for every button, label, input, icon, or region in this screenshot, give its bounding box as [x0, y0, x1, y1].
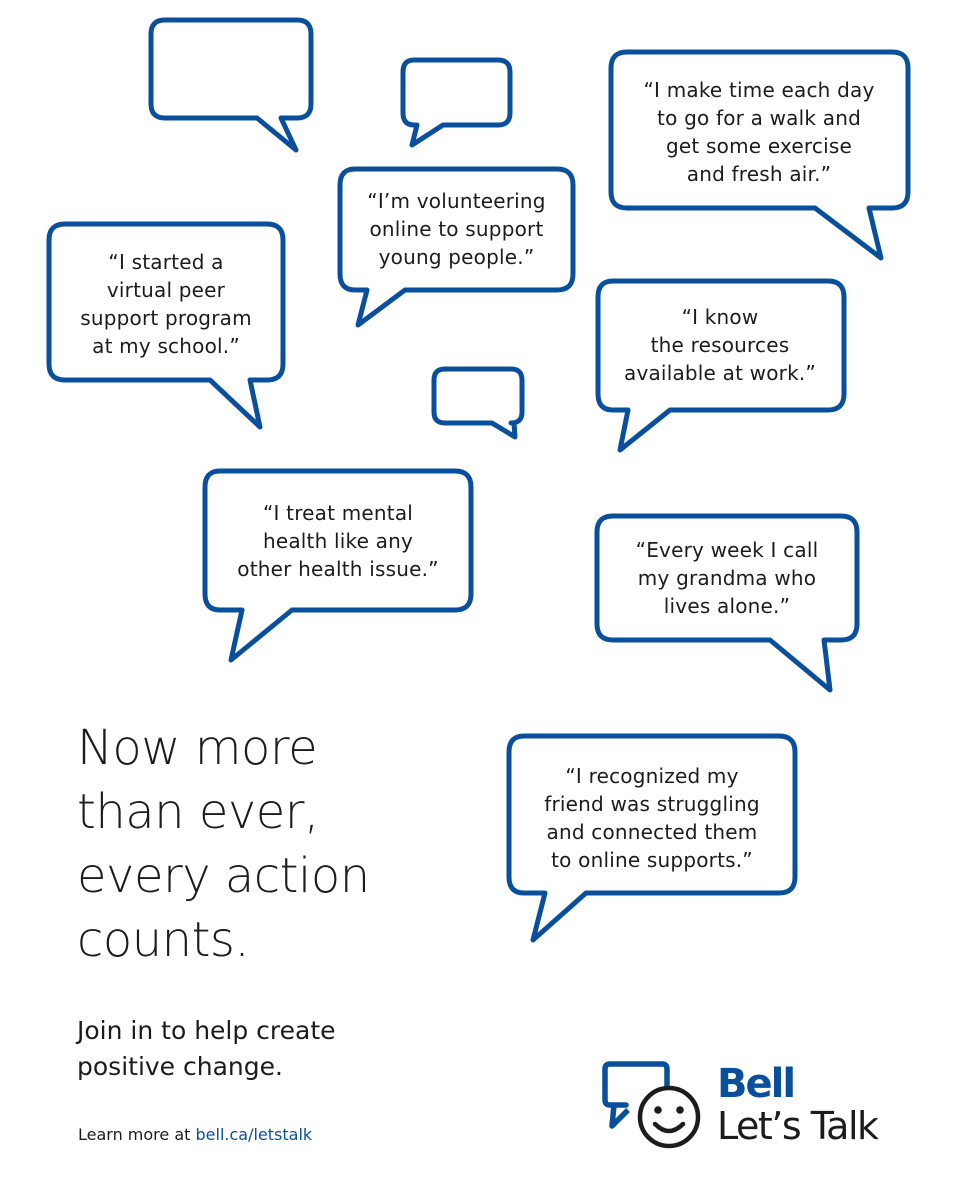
quote-peer: “I started a virtual peer support program at my school.” [80, 250, 252, 358]
quote-grandma: “Every week I call my grandma who lives alone.” [635, 538, 819, 618]
empty-speech-bubble [151, 20, 311, 150]
quote-walk: “I make time each day to go for a walk and get some exercise and fresh air.” [643, 78, 875, 186]
subline: Join in to help create positive change. [77, 1016, 336, 1081]
quote-friend: “I recognized my friend was struggling and connected them to online supports.” [544, 764, 760, 872]
learn-more [78, 1125, 312, 1144]
quote-resources: “I know the resources available at work.” [623, 305, 816, 385]
empty-speech-bubble-small [403, 60, 510, 145]
learn-more-link[interactable]: bell.ca/letstalk [195, 1125, 313, 1144]
logo-tagline: Let’s Talk [717, 1104, 878, 1148]
speech-bubble-smiley-icon [600, 1058, 710, 1158]
learn-more-prefix: Learn more at [78, 1125, 196, 1144]
headline: Now more than ever, every action counts. [77, 720, 370, 968]
logo-brand: Bell [717, 1061, 795, 1107]
quote-mental: “I treat mental health like any other health issue.” [237, 501, 439, 581]
bell-lets-talk-logo [600, 1058, 920, 1158]
quote-volunteer: “I’m volunteering online to support young people.” [367, 189, 546, 269]
empty-speech-bubble-center [434, 369, 522, 437]
